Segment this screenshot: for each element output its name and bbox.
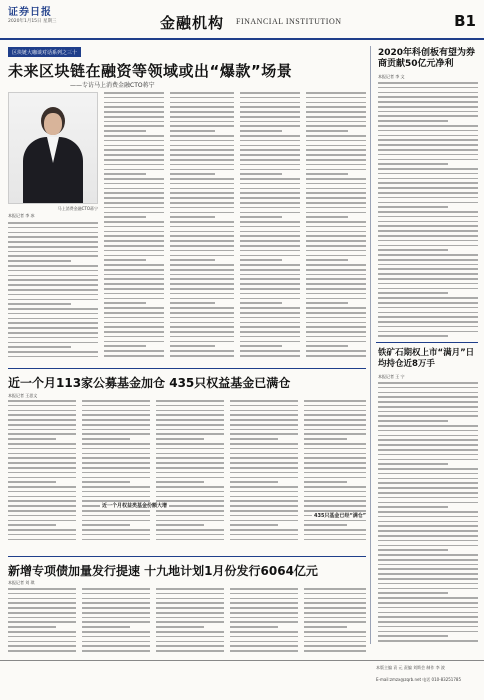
story2-body-text <box>230 400 298 543</box>
story3-body-text <box>82 588 150 655</box>
lead-body-text <box>104 92 164 360</box>
side-story1-byline: 本报记者 李 文 <box>378 74 405 79</box>
story3-body-text <box>8 588 76 655</box>
series-tag: 区块链大咖谈对话系列之三十 <box>8 47 81 57</box>
story3-body-text <box>304 588 366 655</box>
story3-headline: 新增专项债加量发行提速 十九地计划1月份发行6064亿元 <box>8 564 318 578</box>
story2-subhead: 435只基金已经“满仓” <box>314 513 367 519</box>
story2-byline: 本报记者 王思文 <box>8 393 38 398</box>
side-story2-body-text <box>378 382 478 645</box>
issue-date: 2020年1月15日 星期三 <box>8 19 57 24</box>
story3-body-text <box>156 588 224 655</box>
newspaper-logo: 证券日报 <box>8 7 52 18</box>
lead-headline: 未来区块链在融资等领域或出“爆款”场景 <box>8 62 293 80</box>
section-rule <box>8 556 366 557</box>
story2-body-text <box>8 400 76 543</box>
interviewee-photo <box>8 92 98 204</box>
lead-body-text <box>170 92 234 360</box>
footer-editors: 本版主编 袁 元 责编 刘斯会 制作 李 波 <box>376 665 445 670</box>
lead-byline: 本报记者 李 冰 <box>8 213 35 218</box>
lead-subheadline: ——专访马上消费金融CTO蒋宁 <box>70 82 155 89</box>
lead-body-text <box>240 92 300 360</box>
column-divider <box>370 46 371 644</box>
section-title-en: FINANCIAL INSTITUTION <box>236 17 342 26</box>
side-story2-byline: 本报记者 王 宁 <box>378 374 405 379</box>
side-story1-body-text <box>378 82 478 340</box>
story3-byline: 本报记者 刘 琪 <box>8 580 35 585</box>
story2-body-text <box>156 400 224 543</box>
lead-body-text <box>306 92 366 360</box>
page-number: B1 <box>454 12 476 30</box>
photo-caption: 马上消费金融CTO蒋宁 <box>57 206 98 211</box>
story2-body-text <box>304 400 366 543</box>
side-story1-headline: 2020年科创板有望为券商贡献50亿元净利 <box>378 48 476 69</box>
section-rule <box>8 368 366 369</box>
page-footer <box>0 660 484 700</box>
section-title: 金融机构 <box>160 14 225 32</box>
footer-contact: E-mail:zmzx@zqrb.net 电话 010-83251785 <box>376 677 461 682</box>
side-story2-headline: 铁矿石期权上市“满月”日均持仓近8万手 <box>378 348 475 369</box>
story2-subhead: 近一个月权益类基金份额大增 <box>102 503 168 509</box>
story2-headline: 近一个月113家公募基金加仓 435只权益基金已满仓 <box>8 376 291 390</box>
story3-body-text <box>230 588 298 655</box>
story2-body-text <box>82 400 150 543</box>
masthead <box>0 0 484 40</box>
lead-body-text <box>8 222 98 361</box>
section-rule <box>376 342 478 343</box>
